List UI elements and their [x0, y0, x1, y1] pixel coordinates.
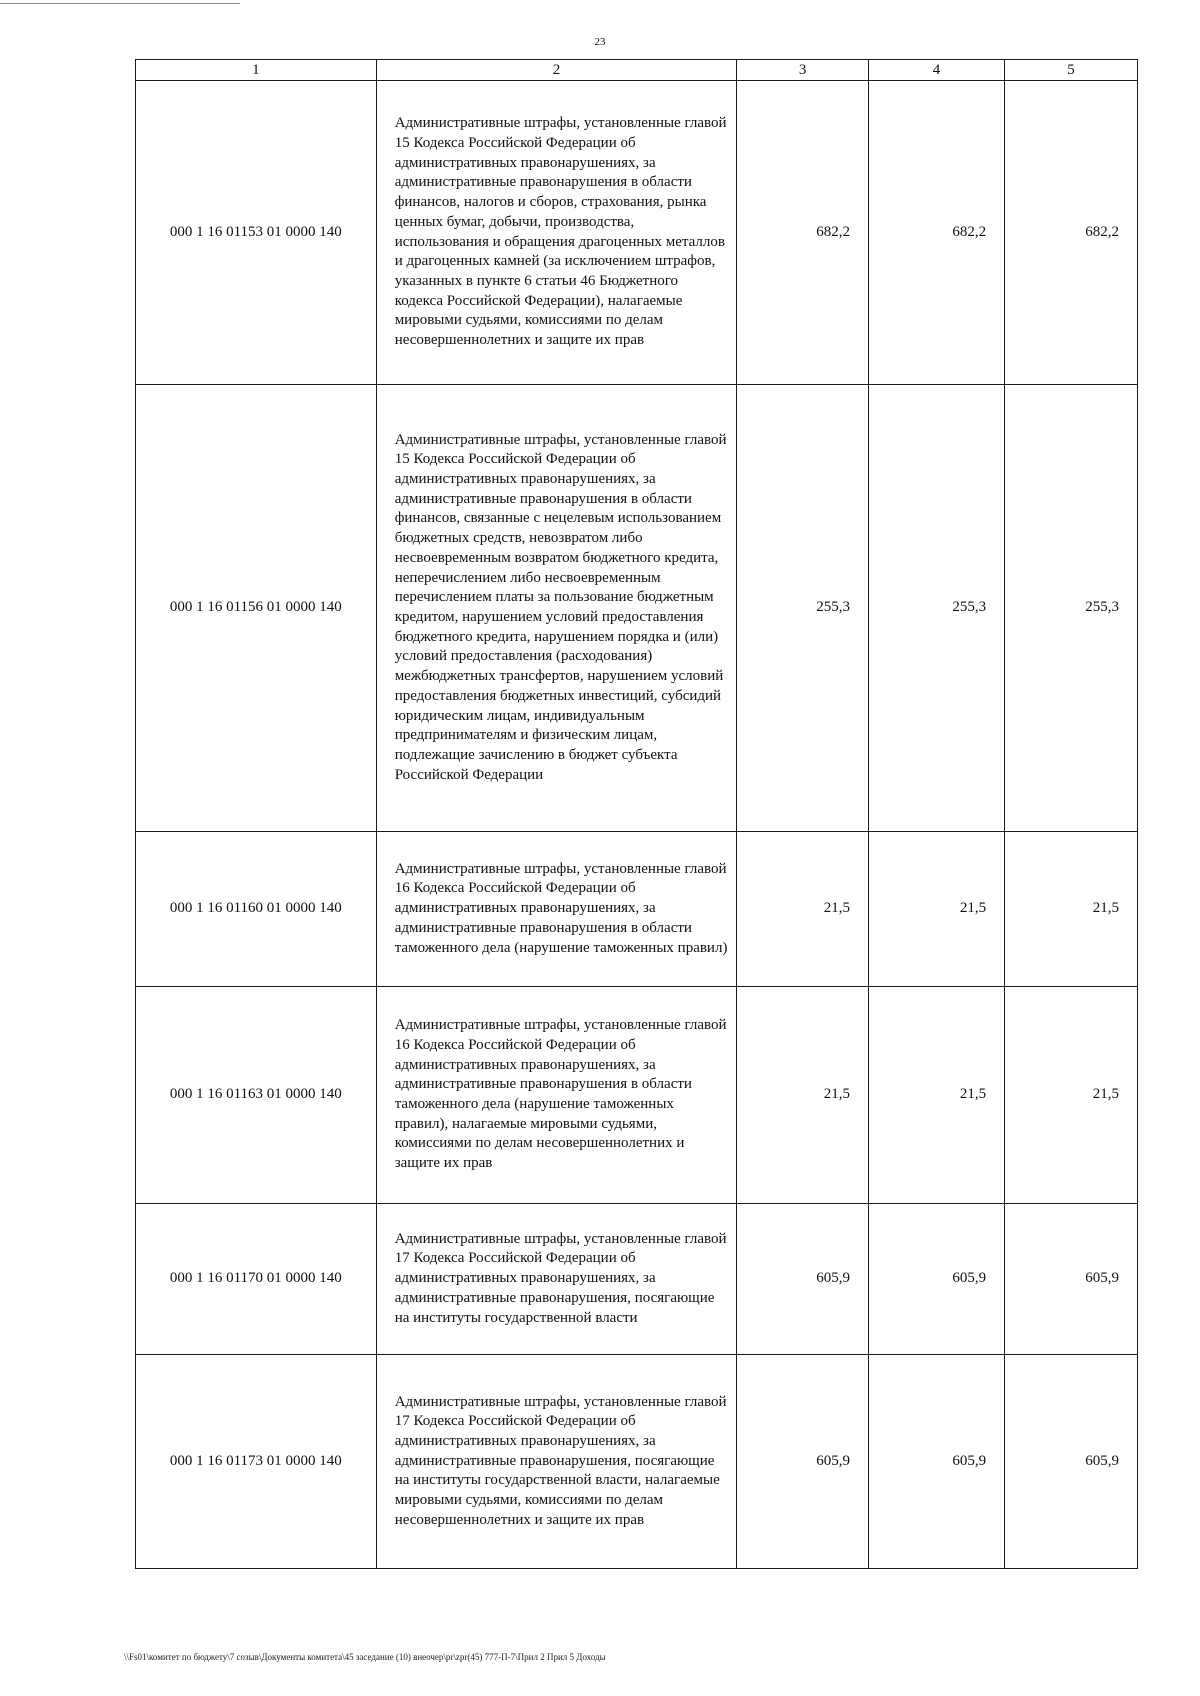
- value-cell-col3: 682,2: [737, 81, 869, 385]
- table-header-row: [136, 60, 1138, 81]
- page-number: 23: [594, 36, 606, 48]
- value-cell-col4: 21,5: [868, 987, 1004, 1204]
- table-row: [136, 385, 1138, 832]
- value-cell-col4: 605,9: [868, 1355, 1004, 1569]
- value-cell-col4: 255,3: [868, 385, 1004, 832]
- scan-artifact-line: [0, 3, 240, 4]
- description-cell: Административные штрафы, установленные главой 17 Кодекса Российской Федерации об административных правонарушениях, за административные правонарушения, посягающие на институты государственной власти, налагаемые мировыми судьями, комиссиями по делам несовершеннолетних и защите их прав: [376, 1355, 737, 1569]
- description-cell: Административные штрафы, установленные главой 15 Кодекса Российской Федерации об административных правонарушениях, за административные правонарушения в области финансов, связанные с нецелевым использованием бюджетных средств, невозвратом либо несвоевременным возвратом бюджетного кредита, неперечислением либо несвоевременным перечислением платы за пользование бюджетным кредитом, нарушением условий предоставления бюджетного кредита, нарушением порядка и (или) условий предоставления (расходования) межбюджетных трансфертов, нарушением условий предоставления бюджетных инвестиций, субсидий юридическим лицам, индивидуальным предпринимателям и физическим лицам, подлежащие зачислению в бюджет субъекта Российской Федерации: [376, 385, 737, 832]
- table-row: [136, 1355, 1138, 1569]
- value-cell-col5: 682,2: [1005, 81, 1138, 385]
- table-row: [136, 832, 1138, 987]
- description-cell: Административные штрафы, установленные главой 16 Кодекса Российской Федерации об административных правонарушениях, за административные правонарушения в области таможенного дела (нарушение таможенных правил), налагаемые мировыми судьями, комиссиями по делам несовершеннолетних и защите их прав: [376, 987, 737, 1204]
- value-cell-col5: 605,9: [1005, 1355, 1138, 1569]
- budget-code-cell: 000 1 16 01170 01 0000 140: [136, 1204, 377, 1355]
- revenue-table: [135, 59, 1138, 1569]
- value-cell-col5: 605,9: [1005, 1204, 1138, 1355]
- budget-code-cell: 000 1 16 01153 01 0000 140: [136, 81, 377, 385]
- value-cell-col5: 255,3: [1005, 385, 1138, 832]
- description-cell: Административные штрафы, установленные главой 15 Кодекса Российской Федерации об административных правонарушениях, за административные правонарушения в области финансов, налогов и сборов, страхования, рынка ценных бумаг, добычи, производства, использования и обращения драгоценных металлов и драгоценных камней (за исключением штрафов, указанных в пункте 6 статьи 46 Бюджетного кодекса Российской Федерации), налагаемые мировыми судьями, комиссиями по делам несовершеннолетних и защите их прав: [376, 81, 737, 385]
- value-cell-col3: 21,5: [737, 987, 869, 1204]
- column-header: 2: [376, 60, 737, 81]
- table-row: [136, 987, 1138, 1204]
- value-cell-col3: 605,9: [737, 1204, 869, 1355]
- table-row: [136, 1204, 1138, 1355]
- value-cell-col4: 682,2: [868, 81, 1004, 385]
- value-cell-col4: 605,9: [868, 1204, 1004, 1355]
- budget-code-cell: 000 1 16 01156 01 0000 140: [136, 385, 377, 832]
- column-header: 1: [136, 60, 377, 81]
- budget-code-cell: 000 1 16 01163 01 0000 140: [136, 987, 377, 1204]
- description-cell: Административные штрафы, установленные главой 17 Кодекса Российской Федерации об административных правонарушениях, за административные правонарушения, посягающие на институты государственной власти: [376, 1204, 737, 1355]
- column-header: 5: [1005, 60, 1138, 81]
- footer-file-path: \\Fs01\комитет по бюджету\7 созыв\Документы комитета\45 заседание (10) внеочер\pr\zpr(45) 777-П-7\Прил 2 Прил 5 Доходы: [124, 1652, 606, 1662]
- table-row: [136, 81, 1138, 385]
- description-cell: Административные штрафы, установленные главой 16 Кодекса Российской Федерации об административных правонарушениях, за административные правонарушения в области таможенного дела (нарушение таможенных правил): [376, 832, 737, 987]
- column-header: 3: [737, 60, 869, 81]
- budget-code-cell: 000 1 16 01173 01 0000 140: [136, 1355, 377, 1569]
- value-cell-col4: 21,5: [868, 832, 1004, 987]
- value-cell-col3: 605,9: [737, 1355, 869, 1569]
- value-cell-col3: 255,3: [737, 385, 869, 832]
- budget-code-cell: 000 1 16 01160 01 0000 140: [136, 832, 377, 987]
- value-cell-col5: 21,5: [1005, 987, 1138, 1204]
- value-cell-col3: 21,5: [737, 832, 869, 987]
- value-cell-col5: 21,5: [1005, 832, 1138, 987]
- column-header: 4: [868, 60, 1004, 81]
